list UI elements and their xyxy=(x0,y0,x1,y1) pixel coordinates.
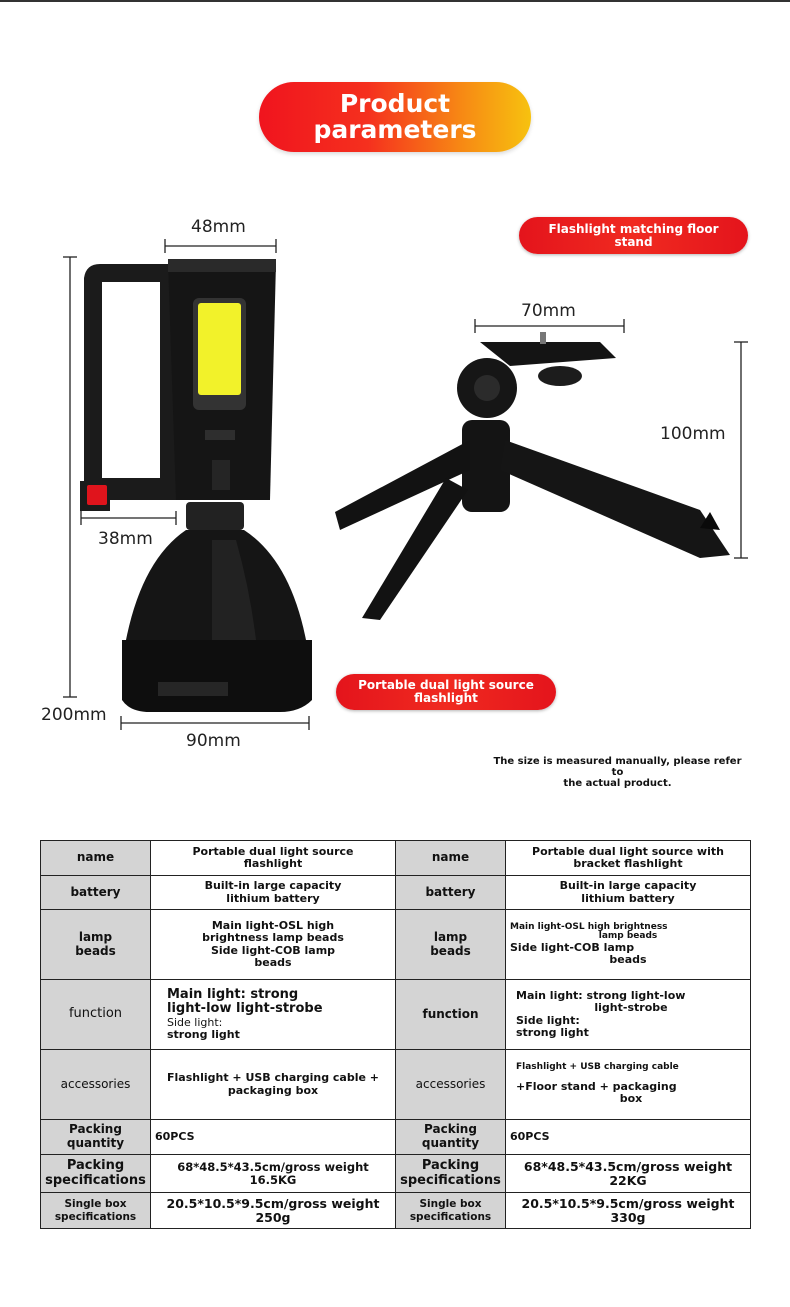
flashlight-callout-line-1: Portable dual light source xyxy=(358,678,534,693)
value-single-box-specifications-right: 20.5*10.5*9.5cm/gross weight 330g xyxy=(506,1193,751,1229)
dim-handle-width: 38mm xyxy=(98,529,153,549)
value-packing-quantity-right: 60PCS xyxy=(506,1120,751,1155)
label-line: Packing xyxy=(66,1157,125,1173)
value-line: Portable dual light source xyxy=(192,844,354,858)
label-line: specifications xyxy=(409,1210,492,1223)
label-line: Single box xyxy=(64,1198,127,1211)
label-function: function xyxy=(41,980,151,1050)
label-line: specifications xyxy=(54,1210,137,1223)
flashlight-callout-line-2: flashlight xyxy=(414,691,478,705)
value-name-left xyxy=(151,841,396,876)
measurement-note-line-2: the actual product. xyxy=(563,778,672,789)
label-line: beads xyxy=(430,943,471,958)
label-battery: battery xyxy=(396,876,506,910)
dim-height: 200mm xyxy=(41,705,107,725)
label-packing-quantity xyxy=(41,1120,151,1155)
value-line: Main light: strong xyxy=(167,987,299,1003)
value-function-right xyxy=(506,980,751,1050)
value-single-box-specifications-left: 20.5*10.5*9.5cm/gross weight 250g xyxy=(151,1193,396,1229)
flashlight-callout xyxy=(336,674,556,710)
label-line: specifications xyxy=(45,1172,146,1188)
table-row xyxy=(41,876,751,910)
label-line: lamp xyxy=(78,929,113,944)
value-line: flashlight xyxy=(243,857,303,870)
spec-table xyxy=(40,840,751,1229)
label-lamp-beads xyxy=(41,910,151,980)
dim-stand-height: 100mm xyxy=(660,424,726,444)
value-line: strong light xyxy=(516,1025,589,1039)
value-line: Built-in large capacity xyxy=(559,879,697,893)
value-line: strong light xyxy=(167,1027,240,1041)
stand-callout-line-2: stand xyxy=(614,234,653,249)
label-name: name xyxy=(396,841,506,876)
value-line: Main light-OSL high brightness xyxy=(510,921,668,932)
value-battery-left xyxy=(151,876,396,910)
value-battery-right xyxy=(506,876,751,910)
value-packing-specifications-right: 68*48.5*43.5cm/gross weight 22KG xyxy=(506,1155,751,1193)
label-line: Single box xyxy=(419,1198,482,1211)
page-title-line-1: Product xyxy=(339,88,451,118)
value-line: Side light-COB lamp xyxy=(210,943,336,957)
value-line: lamp beads xyxy=(598,931,658,942)
label-packing-specifications xyxy=(396,1155,506,1193)
value-line: beads xyxy=(609,953,647,967)
dim-stand-width: 70mm xyxy=(521,301,576,321)
value-line: beads xyxy=(254,955,292,969)
value-line: Side light: xyxy=(167,1015,223,1029)
label-lamp-beads xyxy=(396,910,506,980)
value-line: lithium battery xyxy=(581,891,675,905)
value-line: Side light-COB lamp xyxy=(510,941,635,955)
page-title-line-2: parameters xyxy=(313,115,477,144)
table-row xyxy=(41,1120,751,1155)
value-line: light-low light-strobe xyxy=(167,1001,323,1017)
label-line: quantity xyxy=(421,1136,480,1150)
value-line: packaging box xyxy=(227,1083,319,1097)
dim-top-width: 48mm xyxy=(191,217,246,237)
table-row xyxy=(41,910,751,980)
value-accessories-right xyxy=(506,1050,751,1120)
label-line: Packing xyxy=(69,1122,122,1137)
label-accessories: accessories xyxy=(41,1050,151,1120)
value-line: box xyxy=(619,1092,643,1106)
label-packing-quantity xyxy=(396,1120,506,1155)
table-row xyxy=(41,980,751,1050)
label-accessories: accessories xyxy=(396,1050,506,1120)
value-line: bracket flashlight xyxy=(573,857,683,870)
value-line: +Floor stand + packaging xyxy=(516,1080,677,1094)
label-name: name xyxy=(41,841,151,876)
value-line: Main light-OSL high xyxy=(211,919,335,933)
label-line: Packing xyxy=(424,1122,477,1137)
value-function-left xyxy=(151,980,396,1050)
value-line: Portable dual light source with xyxy=(532,844,724,858)
label-line: beads xyxy=(75,943,116,958)
label-packing-specifications xyxy=(41,1155,151,1193)
value-line: brightness lamp beads xyxy=(202,931,344,945)
table-row xyxy=(41,841,751,876)
measurement-note xyxy=(490,756,745,789)
value-line: Flashlight + USB charging cable + xyxy=(166,1071,379,1085)
table-row xyxy=(41,1050,751,1120)
value-line: light-strobe xyxy=(594,1001,668,1015)
value-line: Flashlight + USB charging cable xyxy=(516,1062,679,1073)
value-accessories-left xyxy=(151,1050,396,1120)
table-row xyxy=(41,1193,751,1229)
label-line: lamp xyxy=(433,929,468,944)
value-line: lithium battery xyxy=(226,891,320,905)
value-lamp-beads-right xyxy=(506,910,751,980)
dim-base-width: 90mm xyxy=(186,731,241,751)
label-single-box-specifications xyxy=(396,1193,506,1229)
value-line: Built-in large capacity xyxy=(204,879,342,893)
label-battery: battery xyxy=(41,876,151,910)
label-line: quantity xyxy=(66,1136,125,1150)
value-line: Side light: xyxy=(516,1013,580,1027)
value-line: Main light: strong light-low xyxy=(516,989,686,1003)
label-function: function xyxy=(396,980,506,1050)
tripod-stand-image xyxy=(335,332,730,620)
label-line: specifications xyxy=(400,1172,501,1188)
stand-callout-line-1: Flashlight matching floor xyxy=(548,221,719,236)
flashlight-image xyxy=(80,259,312,712)
label-single-box-specifications xyxy=(41,1193,151,1229)
value-packing-specifications-left: 68*48.5*43.5cm/gross weight 16.5KG xyxy=(151,1155,396,1193)
value-packing-quantity-left: 60PCS xyxy=(151,1120,396,1155)
value-name-right xyxy=(506,841,751,876)
label-line: Packing xyxy=(421,1157,480,1173)
value-lamp-beads-left xyxy=(151,910,396,980)
table-row xyxy=(41,1155,751,1193)
measurement-note-line-1: The size is measured manually, please refer to xyxy=(493,756,742,778)
